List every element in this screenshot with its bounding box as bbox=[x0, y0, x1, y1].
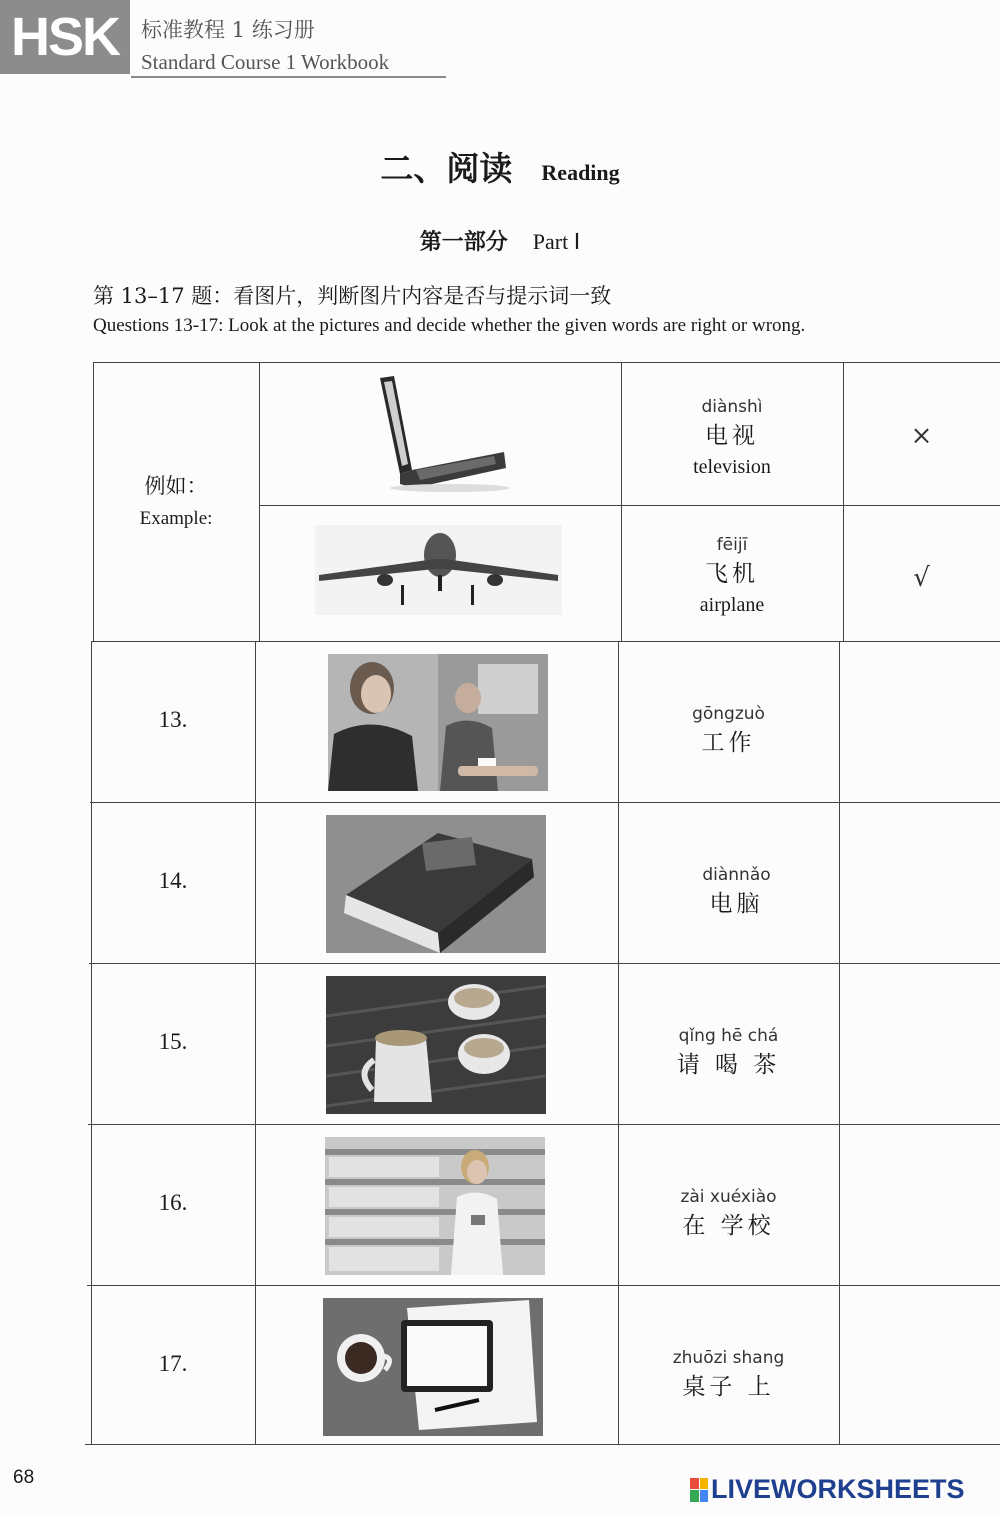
question-number: 14. bbox=[158, 868, 188, 893]
question-number: 16. bbox=[158, 1190, 188, 1215]
answer-mark-right: √ bbox=[913, 563, 930, 593]
answer-mark-wrong: × bbox=[910, 421, 933, 451]
answer-box-13[interactable] bbox=[840, 642, 1000, 802]
book-title-cn: 标准教程 1 练习册 bbox=[141, 18, 315, 42]
pinyin: qǐng hē chá bbox=[678, 1026, 779, 1046]
page-number: 68 bbox=[13, 1467, 35, 1488]
supermarket-image bbox=[325, 1137, 545, 1275]
instructions-cn: 第 13–17 题：看图片，判断图片内容是否与提示词一致 bbox=[93, 284, 612, 308]
book-title-en: Standard Course 1 Workbook bbox=[141, 50, 390, 74]
instructions-en: Questions 13-17: Look at the pictures and decide whether the given words are right or wrong. bbox=[93, 315, 806, 336]
liveworksheets-logo bbox=[690, 1474, 965, 1505]
book-image bbox=[326, 815, 546, 953]
pinyin: diànshì bbox=[701, 397, 763, 417]
desk-image bbox=[323, 1298, 543, 1436]
answer-box-17[interactable] bbox=[840, 1286, 1000, 1444]
hsk-logo: HSK bbox=[0, 0, 130, 74]
english-word: television bbox=[693, 456, 771, 478]
cashier-image bbox=[328, 654, 548, 791]
question-number: 17. bbox=[158, 1351, 188, 1376]
pinyin: zhuōzi shang bbox=[672, 1348, 785, 1368]
pinyin: gōngzuò bbox=[692, 704, 765, 724]
hanzi: 在 学校 bbox=[682, 1213, 775, 1239]
english-word: airplane bbox=[699, 594, 765, 616]
example-label-en: Example: bbox=[139, 508, 213, 529]
word-cell bbox=[621, 397, 843, 479]
hanzi: 桌子 上 bbox=[682, 1374, 775, 1400]
example-label bbox=[93, 470, 259, 530]
word-cell bbox=[618, 865, 855, 918]
answer-box-15[interactable] bbox=[840, 964, 1000, 1124]
table-border-bottom bbox=[85, 1444, 1000, 1445]
airplane-image bbox=[315, 525, 562, 615]
section-title-en: Reading bbox=[541, 160, 620, 185]
word-cell bbox=[618, 1026, 839, 1079]
answer-box-14[interactable] bbox=[840, 803, 1000, 963]
hanzi: 电脑 bbox=[709, 891, 764, 917]
hanzi: 请 喝 茶 bbox=[676, 1052, 781, 1078]
question-number: 13. bbox=[158, 707, 188, 732]
pinyin: fēijī bbox=[716, 535, 748, 555]
laptop-image bbox=[370, 372, 510, 494]
part-title-cn: 第一部分 bbox=[419, 229, 508, 255]
hanzi: 飞机 bbox=[705, 561, 759, 587]
liveworksheets-icon bbox=[690, 1478, 708, 1502]
table-col-divider bbox=[255, 641, 256, 1445]
part-title-en: Part Ⅰ bbox=[532, 229, 581, 254]
tea-image bbox=[326, 976, 546, 1114]
pinyin: diànnǎo bbox=[702, 865, 771, 885]
hanzi: 工作 bbox=[701, 730, 756, 756]
word-cell bbox=[621, 535, 843, 617]
word-cell bbox=[618, 1348, 839, 1401]
word-cell bbox=[618, 1187, 839, 1240]
liveworksheets-brand: LIVEWORKSHEETS bbox=[711, 1474, 965, 1504]
section-title-cn: 二、阅读 bbox=[380, 149, 513, 188]
example-label-cn: 例如： bbox=[144, 474, 208, 498]
table-border-top bbox=[93, 362, 1000, 363]
table-col-divider bbox=[843, 362, 844, 642]
hanzi: 电视 bbox=[705, 423, 759, 449]
table-row-divider bbox=[259, 505, 1000, 506]
table-col-divider bbox=[259, 362, 260, 642]
word-cell bbox=[618, 704, 839, 757]
pinyin: zài xuéxiào bbox=[680, 1187, 777, 1207]
answer-box-16[interactable] bbox=[840, 1125, 1000, 1285]
question-number: 15. bbox=[158, 1029, 188, 1054]
